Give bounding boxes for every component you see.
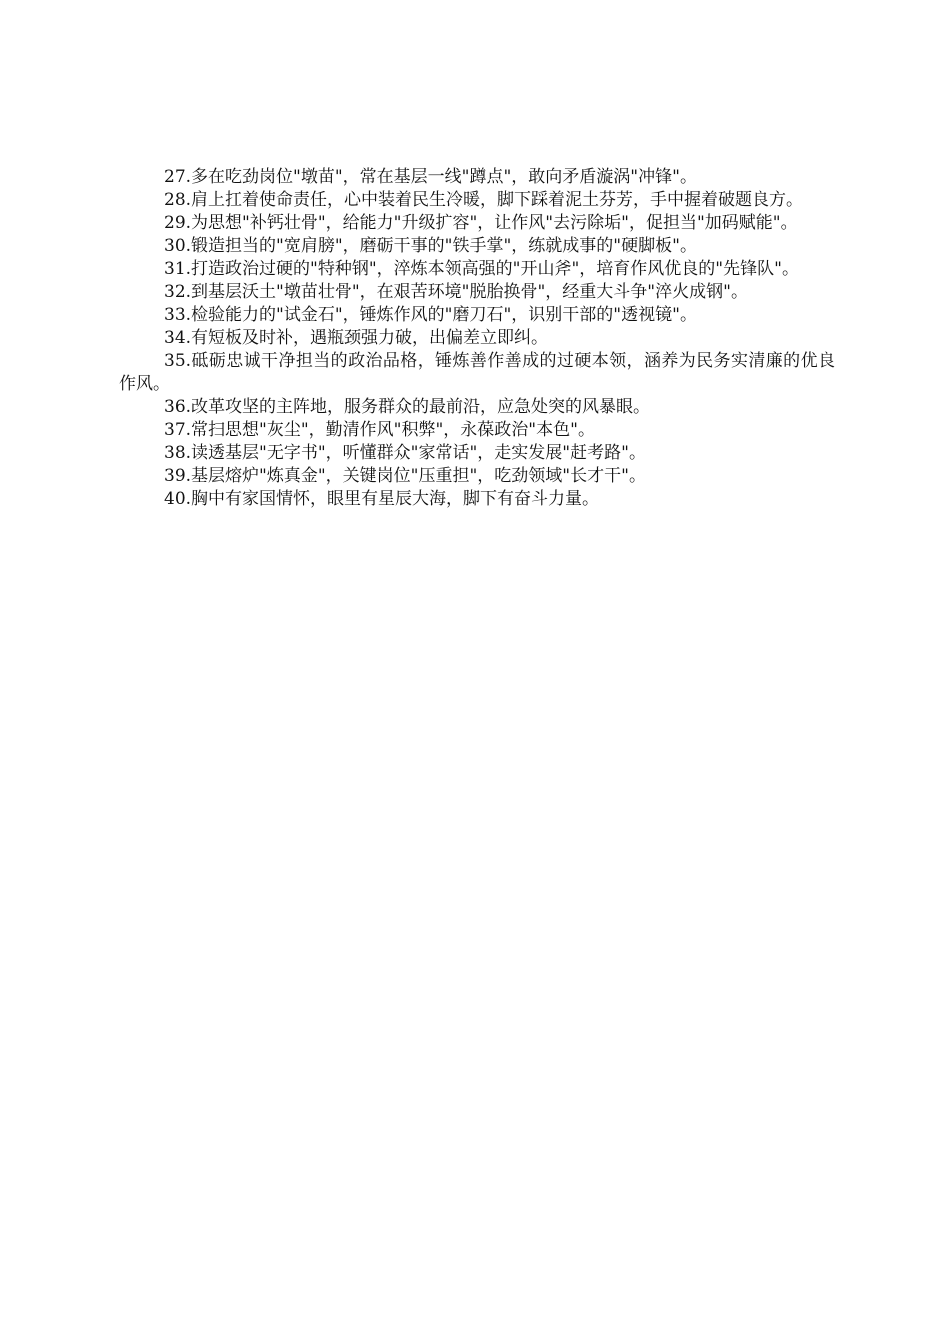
list-item-29: 29.为思想"补钙壮骨"，给能力"升级扩容"，让作风"去污除垢"，促担当"加码赋能"。: [164, 213, 798, 233]
list-item-34: 34.有短板及时补，遇瓶颈强力破，出偏差立即纠。: [164, 328, 549, 348]
list-item-28: 28.肩上扛着使命责任，心中装着民生冷暖，脚下踩着泥土芬芳，手中握着破题良方。: [164, 190, 804, 210]
list-item-40: 40.胸中有家国情怀，眼里有星辰大海，脚下有奋斗力量。: [164, 489, 600, 509]
list-item-30: 30.锻造担当的"宽肩膀"，磨砺干事的"铁手掌"，练就成事的"硬脚板"。: [164, 236, 697, 256]
list-item-39: 39.基层熔炉"炼真金"，关键岗位"压重担"，吃劲领域"长才干"。: [164, 466, 646, 486]
list-item-38: 38.读透基层"无字书"，听懂群众"家常话"，走实发展"赶考路"。: [164, 443, 646, 463]
list-item-33: 33.检验能力的"试金石"，锤炼作风的"磨刀石"，识别干部的"透视镜"。: [164, 305, 697, 325]
list-item-35: 35.砥砺忠诚干净担当的政治品格，锤炼善作善成的过硬本领，涵养为民务实清廉的优良作风。: [119, 351, 835, 394]
list-item-37: 37.常扫思想"灰尘"，勤清作风"积弊"，永葆政治"本色"。: [164, 420, 595, 440]
document-body: [119, 166, 835, 511]
list-item-36: 36.改革攻坚的主阵地，服务群众的最前沿，应急处突的风暴眼。: [164, 397, 651, 417]
list-item-31: 31.打造政治过硬的"特种钢"，淬炼本领高强的"开山斧"，培育作风优良的"先锋队"。: [164, 259, 799, 279]
list-item-27: 27.多在吃劲岗位"墩苗"，常在基层一线"蹲点"，敢向矛盾漩涡"冲锋"。: [164, 167, 697, 187]
list-item-32: 32.到基层沃土"墩苗壮骨"，在艰苦环境"脱胎换骨"，经重大斗争"淬火成钢"。: [164, 282, 748, 302]
